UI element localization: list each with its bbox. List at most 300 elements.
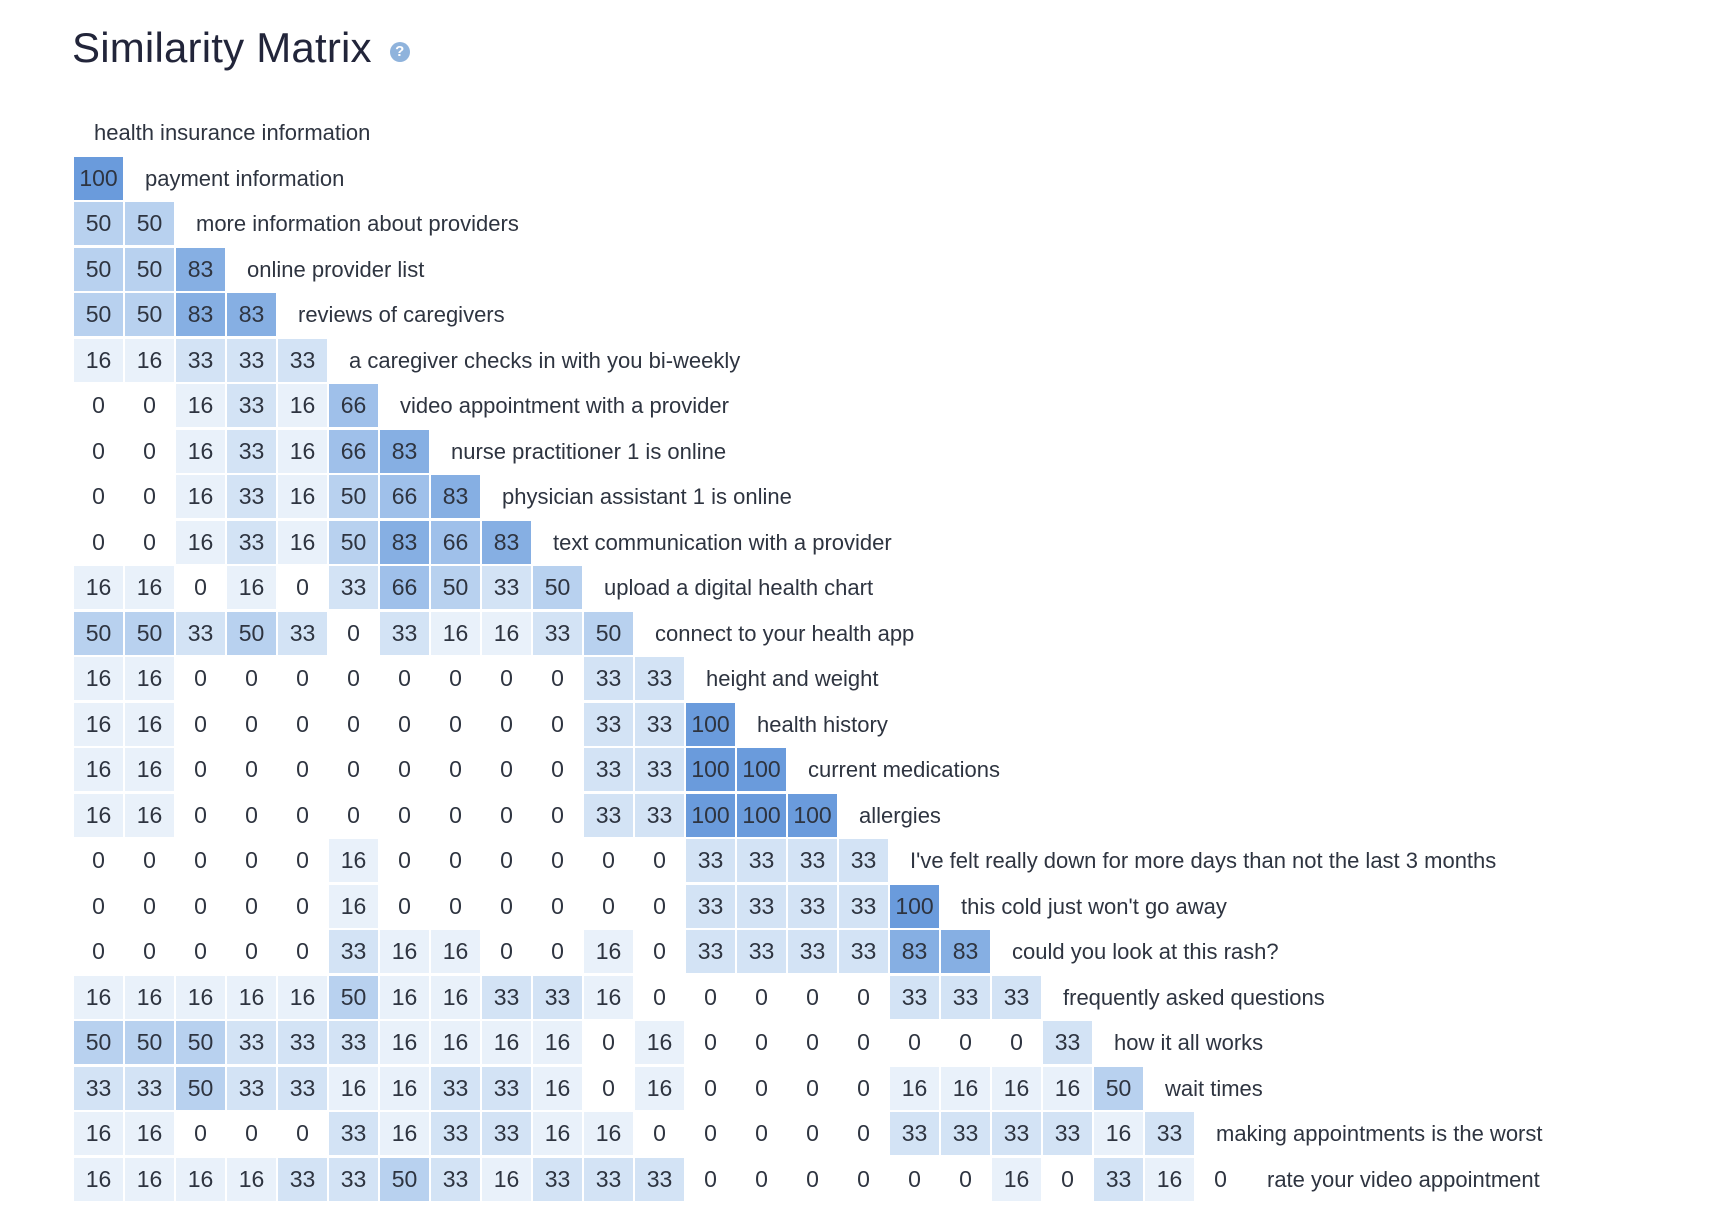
matrix-cell: 16	[584, 1112, 633, 1155]
matrix-cell: 33	[1043, 1021, 1092, 1064]
matrix-cell: 33	[890, 1112, 939, 1155]
row-label: current medications	[808, 757, 1000, 782]
matrix-cell: 16	[125, 1158, 174, 1201]
matrix-cell: 0	[890, 1158, 939, 1201]
matrix-cell: 50	[176, 1067, 225, 1110]
matrix-cell: 33	[533, 612, 582, 655]
matrix-cell: 33	[431, 1158, 480, 1201]
matrix-cell: 0	[227, 794, 276, 837]
row-label: online provider list	[247, 257, 425, 282]
matrix-cell: 83	[380, 430, 429, 473]
matrix-cell: 33	[1043, 1112, 1092, 1155]
row-label: how it all works	[1114, 1030, 1264, 1055]
matrix-cell: 0	[482, 885, 531, 928]
matrix-cell: 16	[431, 976, 480, 1019]
matrix-cell: 0	[176, 885, 225, 928]
matrix-cell: 50	[125, 293, 174, 336]
matrix-cell: 33	[584, 748, 633, 791]
matrix-cell: 16	[125, 339, 174, 382]
matrix-cell: 0	[635, 1112, 684, 1155]
matrix-cell: 33	[788, 839, 837, 882]
matrix-cell: 16	[431, 612, 480, 655]
matrix-cell: 0	[431, 703, 480, 746]
matrix-cell: 33	[278, 1158, 327, 1201]
row-label: health history	[757, 712, 888, 737]
matrix-cell: 33	[992, 1112, 1041, 1155]
matrix-cell: 33	[227, 1067, 276, 1110]
matrix-cell: 16	[278, 475, 327, 518]
matrix-cell: 16	[992, 1158, 1041, 1201]
row-label: health insurance information	[94, 120, 371, 145]
matrix-cell: 0	[278, 1112, 327, 1155]
matrix-cell: 0	[278, 657, 327, 700]
matrix-cell: 0	[686, 1067, 735, 1110]
matrix-cell: 16	[74, 566, 123, 609]
matrix-cell: 0	[737, 1021, 786, 1064]
matrix-cell: 0	[482, 657, 531, 700]
matrix-cell: 16	[941, 1067, 990, 1110]
matrix-cell: 100	[74, 157, 123, 200]
matrix-cell: 16	[329, 1067, 378, 1110]
matrix-cell: 33	[329, 930, 378, 973]
matrix-cell: 0	[788, 1112, 837, 1155]
matrix-cell: 0	[74, 930, 123, 973]
matrix-cell: 0	[125, 930, 174, 973]
matrix-cell: 33	[278, 1021, 327, 1064]
matrix-cell: 0	[533, 748, 582, 791]
matrix-cell: 0	[941, 1158, 990, 1201]
matrix-cell: 16	[380, 1112, 429, 1155]
page-title: Similarity Matrix	[72, 24, 372, 71]
matrix-cell: 0	[380, 794, 429, 837]
matrix-cell: 33	[329, 1112, 378, 1155]
row-label: height and weight	[706, 666, 879, 691]
matrix-cell: 16	[482, 612, 531, 655]
matrix-cell: 33	[227, 1021, 276, 1064]
matrix-cell: 33	[176, 612, 225, 655]
matrix-cell: 0	[74, 839, 123, 882]
matrix-cell: 83	[176, 248, 225, 291]
matrix-cell: 16	[176, 521, 225, 564]
matrix-cell: 33	[482, 1112, 531, 1155]
matrix-cell: 0	[176, 748, 225, 791]
matrix-cell: 0	[380, 748, 429, 791]
matrix-cell: 50	[380, 1158, 429, 1201]
matrix-cell: 16	[380, 1067, 429, 1110]
matrix-cell: 33	[329, 1021, 378, 1064]
matrix-cell: 33	[839, 839, 888, 882]
matrix-cell: 66	[380, 475, 429, 518]
matrix-cell: 0	[227, 885, 276, 928]
matrix-cell: 33	[941, 976, 990, 1019]
matrix-cell: 33	[635, 794, 684, 837]
matrix-cell: 50	[227, 612, 276, 655]
matrix-cell: 33	[278, 612, 327, 655]
matrix-cell: 33	[584, 794, 633, 837]
matrix-cell: 0	[278, 930, 327, 973]
matrix-cell: 0	[227, 657, 276, 700]
matrix-cell: 0	[584, 839, 633, 882]
row-label: text communication with a provider	[553, 530, 892, 555]
matrix-cell: 33	[227, 430, 276, 473]
matrix-cell: 33	[125, 1067, 174, 1110]
matrix-cell: 33	[278, 1067, 327, 1110]
matrix-cell: 0	[125, 430, 174, 473]
row-label: payment information	[145, 166, 345, 191]
matrix-cell: 0	[227, 1112, 276, 1155]
matrix-cell: 16	[176, 430, 225, 473]
matrix-cell: 0	[584, 885, 633, 928]
matrix-cell: 0	[686, 1021, 735, 1064]
matrix-cell: 16	[278, 384, 327, 427]
matrix-cell: 33	[329, 1158, 378, 1201]
matrix-cell: 0	[125, 384, 174, 427]
matrix-cell: 0	[737, 1067, 786, 1110]
matrix-cell: 0	[737, 1112, 786, 1155]
matrix-cell: 83	[176, 293, 225, 336]
matrix-cell: 0	[482, 930, 531, 973]
matrix-cell: 33	[482, 566, 531, 609]
matrix-cell: 0	[176, 839, 225, 882]
matrix-cell: 16	[227, 976, 276, 1019]
matrix-cell: 16	[380, 930, 429, 973]
matrix-cell: 33	[329, 566, 378, 609]
matrix-cell: 0	[227, 748, 276, 791]
matrix-cell: 100	[890, 885, 939, 928]
matrix-cell: 0	[788, 1021, 837, 1064]
matrix-cell: 0	[176, 566, 225, 609]
matrix-cell: 33	[74, 1067, 123, 1110]
matrix-cell: 100	[737, 748, 786, 791]
row-label: rate your video appointment	[1267, 1167, 1540, 1192]
matrix-cell: 0	[1196, 1158, 1245, 1201]
matrix-cell: 16	[431, 1021, 480, 1064]
matrix-cell: 33	[788, 885, 837, 928]
matrix-cell: 33	[839, 885, 888, 928]
matrix-cell: 50	[329, 521, 378, 564]
matrix-cell: 33	[686, 930, 735, 973]
matrix-cell: 66	[380, 566, 429, 609]
matrix-cell: 0	[227, 839, 276, 882]
matrix-cell: 50	[125, 202, 174, 245]
matrix-cell: 16	[635, 1021, 684, 1064]
matrix-cell: 0	[278, 703, 327, 746]
matrix-cell: 0	[431, 748, 480, 791]
matrix-cell: 0	[125, 839, 174, 882]
matrix-cell: 16	[1145, 1158, 1194, 1201]
matrix-cell: 0	[533, 794, 582, 837]
matrix-cell: 33	[584, 703, 633, 746]
matrix-cell: 0	[176, 930, 225, 973]
matrix-cell: 0	[635, 930, 684, 973]
matrix-cell: 83	[227, 293, 276, 336]
row-label: making appointments is the worst	[1216, 1121, 1543, 1146]
matrix-cell: 0	[839, 976, 888, 1019]
matrix-cell: 0	[380, 839, 429, 882]
matrix-cell: 33	[227, 339, 276, 382]
matrix-cell: 16	[584, 930, 633, 973]
matrix-cell: 16	[125, 657, 174, 700]
matrix-cell: 100	[737, 794, 786, 837]
matrix-cell: 16	[125, 566, 174, 609]
matrix-cell: 100	[686, 748, 735, 791]
matrix-cell: 16	[74, 976, 123, 1019]
matrix-cell: 0	[74, 521, 123, 564]
matrix-cell: 0	[890, 1021, 939, 1064]
matrix-cell: 16	[74, 748, 123, 791]
matrix-cell: 33	[941, 1112, 990, 1155]
matrix-cell: 16	[125, 703, 174, 746]
matrix-cell: 0	[380, 885, 429, 928]
matrix-cell: 0	[635, 885, 684, 928]
matrix-cell: 0	[125, 521, 174, 564]
matrix-cell: 16	[74, 703, 123, 746]
matrix-cell: 16	[533, 1112, 582, 1155]
matrix-cell: 33	[380, 612, 429, 655]
matrix-cell: 33	[635, 1158, 684, 1201]
matrix-cell: 16	[227, 566, 276, 609]
matrix-cell: 0	[227, 930, 276, 973]
matrix-cell: 33	[890, 976, 939, 1019]
matrix-cell: 16	[125, 748, 174, 791]
matrix-cell: 0	[278, 794, 327, 837]
matrix-cell: 0	[74, 885, 123, 928]
matrix-cell: 0	[74, 430, 123, 473]
row-label: upload a digital health chart	[604, 575, 874, 600]
row-label: allergies	[859, 803, 941, 828]
matrix-cell: 0	[482, 748, 531, 791]
matrix-cell: 0	[788, 1158, 837, 1201]
matrix-cell: 0	[227, 703, 276, 746]
matrix-cell: 16	[890, 1067, 939, 1110]
question-circle-icon[interactable]: ?	[390, 42, 410, 62]
matrix-cell: 0	[125, 885, 174, 928]
matrix-cell: 83	[890, 930, 939, 973]
matrix-cell: 33	[584, 1158, 633, 1201]
row-label: video appointment with a provider	[400, 393, 729, 418]
matrix-cell: 50	[74, 248, 123, 291]
matrix-cell: 0	[278, 839, 327, 882]
matrix-cell: 50	[74, 202, 123, 245]
header	[72, 18, 410, 78]
row-label: connect to your health app	[655, 621, 915, 646]
matrix-cell: 16	[533, 1067, 582, 1110]
row-label: reviews of caregivers	[298, 302, 505, 327]
matrix-cell: 0	[380, 703, 429, 746]
matrix-cell: 33	[686, 839, 735, 882]
matrix-cell: 0	[380, 657, 429, 700]
matrix-cell: 0	[992, 1021, 1041, 1064]
matrix-cell: 0	[737, 1158, 786, 1201]
matrix-cell: 0	[176, 1112, 225, 1155]
matrix-cell: 0	[533, 657, 582, 700]
matrix-cell: 33	[686, 885, 735, 928]
row-label: nurse practitioner 1 is online	[451, 439, 727, 464]
matrix-cell: 83	[941, 930, 990, 973]
matrix-cell: 33	[227, 384, 276, 427]
matrix-cell: 66	[329, 430, 378, 473]
matrix-cell: 33	[1094, 1158, 1143, 1201]
matrix-cell: 0	[533, 885, 582, 928]
matrix-cell: 100	[788, 794, 837, 837]
matrix-cell: 16	[176, 976, 225, 1019]
matrix-cell: 50	[74, 612, 123, 655]
matrix-cell: 16	[278, 521, 327, 564]
matrix-cell: 100	[686, 703, 735, 746]
matrix-cell: 0	[635, 839, 684, 882]
matrix-cell: 16	[482, 1158, 531, 1201]
matrix-cell: 33	[278, 339, 327, 382]
row-label: I've felt really down for more days than not the last 3 months	[910, 848, 1497, 873]
matrix-cell: 0	[584, 1067, 633, 1110]
matrix-cell: 33	[737, 839, 786, 882]
matrix-cell: 0	[278, 566, 327, 609]
matrix-cell: 0	[176, 703, 225, 746]
matrix-cell: 16	[1043, 1067, 1092, 1110]
matrix-cell: 100	[686, 794, 735, 837]
matrix-cell: 33	[1145, 1112, 1194, 1155]
matrix-cell: 0	[482, 703, 531, 746]
matrix-cell: 16	[431, 930, 480, 973]
matrix-cell: 33	[176, 339, 225, 382]
matrix-cell: 0	[329, 794, 378, 837]
matrix-cell: 0	[635, 976, 684, 1019]
matrix-cell: 0	[941, 1021, 990, 1064]
matrix-cell: 33	[788, 930, 837, 973]
matrix-cell: 50	[176, 1021, 225, 1064]
matrix-cell: 33	[482, 976, 531, 1019]
matrix-cell: 16	[74, 1158, 123, 1201]
matrix-cell: 0	[839, 1158, 888, 1201]
matrix-cell: 16	[1094, 1112, 1143, 1155]
matrix-cell: 16	[329, 885, 378, 928]
matrix-cell: 0	[431, 885, 480, 928]
matrix-cell: 50	[584, 612, 633, 655]
matrix-cell: 16	[125, 1112, 174, 1155]
matrix-cell: 16	[533, 1021, 582, 1064]
matrix-cell: 33	[482, 1067, 531, 1110]
matrix-cell: 50	[74, 293, 123, 336]
matrix-cell: 16	[278, 976, 327, 1019]
matrix-cell: 33	[431, 1112, 480, 1155]
matrix-cell: 33	[227, 475, 276, 518]
matrix-cell: 0	[686, 1112, 735, 1155]
matrix-cell: 33	[635, 748, 684, 791]
matrix-cell: 16	[278, 430, 327, 473]
matrix-cell: 16	[74, 1112, 123, 1155]
matrix-cell: 66	[329, 384, 378, 427]
matrix-cell: 0	[125, 475, 174, 518]
matrix-cell: 0	[686, 976, 735, 1019]
matrix-cell: 0	[839, 1021, 888, 1064]
matrix-cell: 16	[635, 1067, 684, 1110]
row-label: a caregiver checks in with you bi-weekly	[349, 348, 741, 373]
matrix-cell: 0	[431, 657, 480, 700]
matrix-cell: 16	[176, 384, 225, 427]
matrix-cell: 0	[686, 1158, 735, 1201]
matrix-cell: 0	[74, 475, 123, 518]
matrix-cell: 16	[125, 794, 174, 837]
matrix-cell: 66	[431, 521, 480, 564]
matrix-cell: 33	[227, 521, 276, 564]
matrix-cell: 0	[329, 657, 378, 700]
matrix-cell: 33	[839, 930, 888, 973]
matrix-cell: 16	[584, 976, 633, 1019]
row-label: could you look at this rash?	[1012, 939, 1279, 964]
matrix-cell: 0	[533, 703, 582, 746]
row-label: this cold just won't go away	[961, 894, 1227, 919]
matrix-cell: 0	[533, 839, 582, 882]
matrix-cell: 50	[125, 1021, 174, 1064]
matrix-cell: 0	[329, 748, 378, 791]
matrix-cell: 33	[635, 703, 684, 746]
matrix-cell: 50	[1094, 1067, 1143, 1110]
matrix-cell: 0	[431, 839, 480, 882]
matrix-cell: 33	[992, 976, 1041, 1019]
matrix-cell: 50	[431, 566, 480, 609]
matrix-cell: 0	[278, 885, 327, 928]
matrix-cell: 50	[329, 976, 378, 1019]
matrix-cell: 16	[992, 1067, 1041, 1110]
matrix-cell: 0	[278, 748, 327, 791]
matrix-cell: 0	[584, 1021, 633, 1064]
matrix-cell: 16	[380, 976, 429, 1019]
matrix-cell: 0	[329, 703, 378, 746]
matrix-cell: 33	[737, 885, 786, 928]
matrix-cell: 50	[74, 1021, 123, 1064]
matrix-cell: 16	[176, 475, 225, 518]
matrix-cell: 83	[380, 521, 429, 564]
matrix-cell: 0	[431, 794, 480, 837]
matrix-cell: 0	[788, 1067, 837, 1110]
matrix-cell: 50	[329, 475, 378, 518]
row-label: physician assistant 1 is online	[502, 484, 792, 509]
matrix-cell: 0	[74, 384, 123, 427]
matrix-cell: 16	[380, 1021, 429, 1064]
matrix-cell: 16	[329, 839, 378, 882]
matrix-cell: 33	[431, 1067, 480, 1110]
matrix-cell: 0	[839, 1112, 888, 1155]
matrix-cell: 33	[635, 657, 684, 700]
matrix-cell: 0	[176, 657, 225, 700]
row-label: frequently asked questions	[1063, 985, 1325, 1010]
matrix-cell: 16	[125, 976, 174, 1019]
matrix-cell: 33	[584, 657, 633, 700]
matrix-cell: 33	[533, 976, 582, 1019]
matrix-cell: 16	[74, 794, 123, 837]
matrix-cell: 0	[176, 794, 225, 837]
matrix-cell: 50	[533, 566, 582, 609]
matrix-cell: 83	[482, 521, 531, 564]
matrix-cell: 16	[176, 1158, 225, 1201]
row-label: wait times	[1165, 1076, 1263, 1101]
matrix-cell: 0	[329, 612, 378, 655]
matrix-cell: 0	[839, 1067, 888, 1110]
matrix-cell: 0	[482, 839, 531, 882]
matrix-cell: 33	[533, 1158, 582, 1201]
matrix-cell: 0	[737, 976, 786, 1019]
matrix-cell: 16	[227, 1158, 276, 1201]
matrix-cell: 16	[74, 339, 123, 382]
matrix-cell: 0	[788, 976, 837, 1019]
matrix-cell: 16	[74, 657, 123, 700]
matrix-cell: 0	[482, 794, 531, 837]
matrix-cell: 50	[125, 248, 174, 291]
matrix-cell: 33	[737, 930, 786, 973]
matrix-cell: 50	[125, 612, 174, 655]
matrix-cell: 0	[1043, 1158, 1092, 1201]
matrix-cell: 83	[431, 475, 480, 518]
